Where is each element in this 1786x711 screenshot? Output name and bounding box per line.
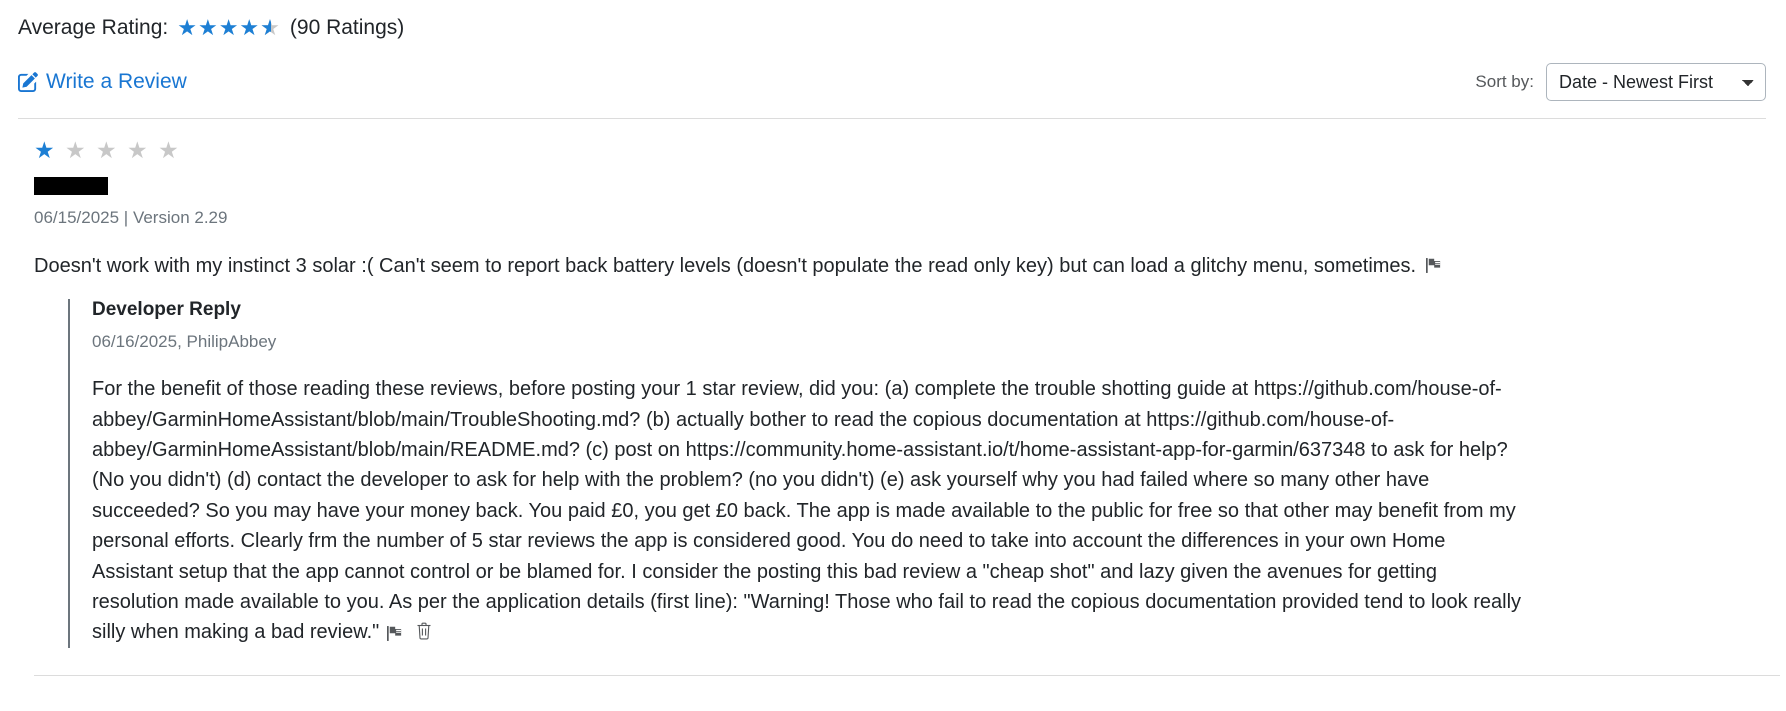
review-meta: 06/15/2025 | Version 2.29 (34, 208, 228, 228)
review-rating-stars (34, 139, 1766, 162)
average-rating-stars (177, 14, 281, 40)
write-review-label: Write a Review (46, 70, 187, 94)
review-text: Doesn't work with my instinct 3 solar :( Can't seem to report back battery levels (doesn't populate the read only key) but can load a glitchy menu, sometimes. (34, 255, 1417, 278)
write-review-button[interactable] (18, 70, 187, 94)
flag-icon[interactable] (387, 621, 404, 638)
developer-reply-actions (387, 619, 432, 637)
average-rating-count: (90 Ratings) (289, 16, 405, 39)
star-icon: ★ (197, 14, 219, 40)
star-icon: ★ (65, 137, 88, 164)
pencil-square-icon (18, 72, 38, 92)
star-icon: ★ (177, 14, 198, 40)
average-rating-label: Average Rating: (18, 16, 169, 39)
review-body (34, 252, 1766, 281)
developer-reply-title: Developer Reply (92, 299, 241, 321)
developer-reply (68, 299, 1766, 648)
sort-by-label: Sort by: (1475, 72, 1534, 92)
average-rating-row (18, 14, 1766, 41)
developer-reply-text-wrap (92, 374, 1522, 648)
reviewer-name-redacted (34, 177, 108, 195)
developer-reply-text: For the benefit of those reading these reviews, before posting your 1 star review, did you: (a) complete the trouble shotting guide at https://github.com/house-of-abbey/GarminHomeAssistant/blob/main/TroubleShooting.md? (b) actually bother to read the copious documentation at https://github.com/house-of-abbey/GarminHomeAssistant/blob/main/README.md? (c) post on https://community.home-assistant.io/t/home-assistant-app-for-garmin/637348 to ask for help? (No you didn't) (d) contact the developer to ask for help with the problem? (no you didn't) (e) ask yourself why you had failed where so many other have succeeded? So you may have your money back. You paid £0, you get £0 back. The app is made available to the public for free so that other may benefit from my personal efforts. Clearly frm the number of 5 star reviews the app is considered good. You do need to take into account the differences in your own Home Assistant setup that the app cannot control or be blamed for. I consider the posting this bad review a "cheap shot" and lazy given the avenues for getting resolution made available to you. As per the application details (first line): "Warning! Those who fail to read the copious documentation provided tend to look really silly when making a bad review." (92, 378, 1522, 644)
star-icon: ★ (127, 137, 150, 164)
review-item (18, 119, 1766, 676)
trash-icon[interactable] (416, 619, 432, 637)
reviews-action-row (18, 63, 1766, 119)
developer-reply-meta: 06/16/2025, PhilipAbbey (92, 332, 277, 352)
star-icon: ★ (34, 137, 57, 164)
star-half-icon: ★ ★ (260, 17, 281, 39)
sort-by-select[interactable] (1546, 63, 1766, 101)
star-icon: ★ (158, 137, 181, 164)
flag-icon[interactable] (1426, 254, 1443, 271)
sort-controls (1475, 63, 1766, 101)
star-icon: ★ (96, 137, 119, 164)
star-icon: ★ (239, 14, 261, 40)
review-divider (34, 675, 1780, 676)
star-icon: ★ (218, 14, 240, 40)
